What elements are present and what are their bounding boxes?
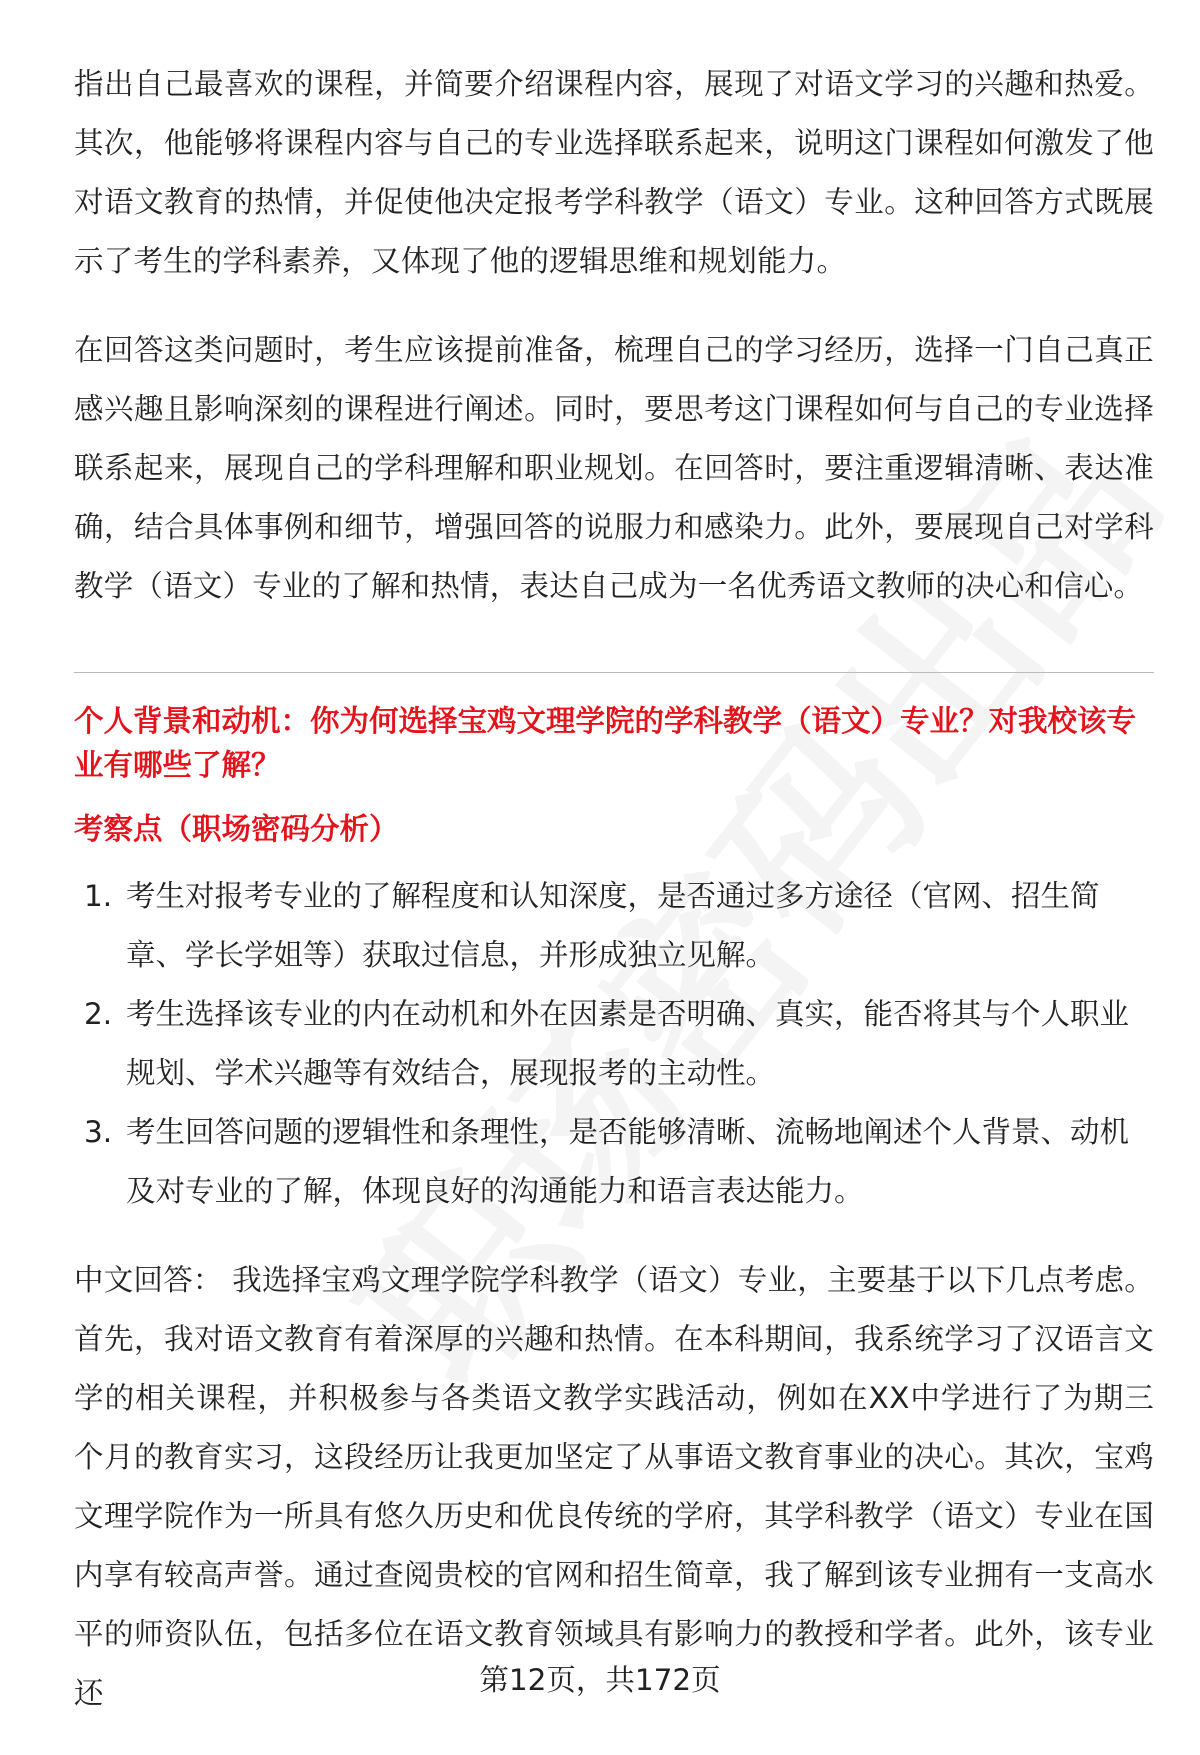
list-item-text: 考生回答问题的逻辑性和条理性，是否能够清晰、流畅地阐述个人背景、动机及对专业的了解，体现良好的沟通能力和语言表达能力。 — [126, 1115, 1130, 1208]
list-item-number: 1. — [84, 879, 113, 913]
list-item-text: 考生选择该专业的内在动机和外在因素是否明确、真实，能否将其与个人职业规划、学术兴趣等有效结合，展现报考的主动性。 — [126, 997, 1130, 1090]
list-item — [74, 867, 1154, 985]
paragraph-1: 指出自己最喜欢的课程，并简要介绍课程内容，展现了对语文学习的兴趣和热爱。其次，他能够将课程内容与自己的专业选择联系起来，说明这门课程如何激发了他对语文教育的热情，并促使他决定报考学科教学（语文）专业。这种回答方式既展示了考生的学科素养，又体现了他的逻辑思维和规划能力。 — [74, 67, 1154, 278]
list-item — [74, 985, 1154, 1103]
list-item — [74, 1103, 1154, 1221]
list-item-number: 3. — [84, 1115, 113, 1149]
page-number-footer: 第12页，共172页 — [479, 1663, 721, 1697]
exam-points-heading: 考察点（职场密码分析） — [74, 812, 399, 846]
section-divider — [74, 672, 1154, 673]
list-item-number: 2. — [84, 997, 113, 1031]
paragraph-2: 在回答这类问题时，考生应该提前准备，梳理自己的学习经历，选择一门自己真正感兴趣且影响深刻的课程进行阐述。同时，要思考这门课程如何与自己的专业选择联系起来，展现自己的学科理解和职业规划。在回答时，要注重逻辑清晰、表达准确，结合具体事例和细节，增强回答的说服力和感染力。此外，要展现自己对学科教学（语文）专业的了解和热情，表达自己成为一名优秀语文教师的决心和信心。 — [74, 333, 1154, 603]
list-item-text: 考生对报考专业的了解程度和认知深度，是否通过多方途径（官网、招生简章、学长学姐等）获取过信息，并形成独立见解。 — [126, 879, 1100, 972]
question-heading: 个人背景和动机：你为何选择宝鸡文理学院的学科教学（语文）专业？对我校该专业有哪些了解？ — [74, 704, 1137, 782]
page-content — [74, 55, 1154, 1723]
answer-paragraph: 中文回答： 我选择宝鸡文理学院学科教学（语文）专业，主要基于以下几点考虑。首先，我对语文教育有着深厚的兴趣和热情。在本科期间，我系统学习了汉语言文学的相关课程，并积极参与各类语文教学实践活动，例如在XX中学进行了为期三个月的教育实习，这段经历让我更加坚定了从事语文教育事业的决心。其次，宝鸡文理学院作为一所具有悠久历史和优良传统的学府，其学科教学（语文）专业在国内享有较高声誉。通过查阅贵校的官网和招生简章，我了解到该专业拥有一支高水平的师资队伍，包括多位在语文教育领域具有影响力的教授和学者。此外，该专业还 — [74, 1263, 1154, 1710]
exam-points-list — [74, 867, 1154, 1221]
